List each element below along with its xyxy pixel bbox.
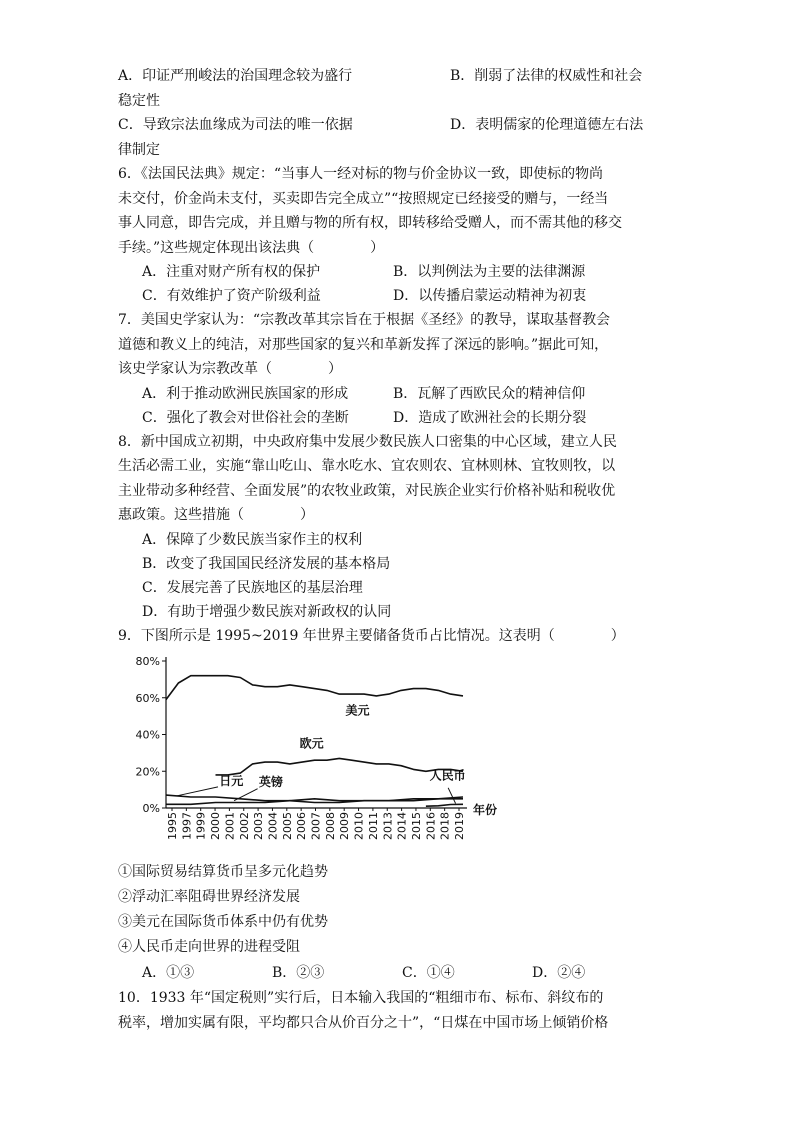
series-label: 人民币 [429, 768, 466, 783]
q7-options-cd [118, 406, 678, 430]
x-tick-label: 2009 [338, 812, 352, 840]
q9-option-b[interactable]: B．②③ [272, 965, 325, 981]
q8-stem-line: 惠政策。这些措施（ ） [118, 507, 314, 523]
q10-stem-line: 10．1933 年“国定税则”实行后，日本输入我国的“粗细市布、标布、斜纹布的 [118, 990, 604, 1006]
x-tick-label: 2010 [352, 812, 366, 840]
q6-option-d[interactable]: D．以传播启蒙运动精神为初衷 [393, 288, 587, 304]
q7-option-b[interactable]: B．瓦解了西欧民众的精神信仰 [393, 385, 586, 402]
x-tick-label: 2019 [453, 812, 466, 840]
q10-stem-line: 税率，增加实属有限，平均都只合从价百分之十”，“日煤在中国市场上倾销价格 [118, 1014, 609, 1031]
q5-option-d[interactable]: D．表明儒家的伦理道德左右法 [450, 117, 644, 133]
y-tick-label: 80% [135, 655, 160, 668]
q9-options [118, 960, 678, 986]
series-label: 英镑 [258, 774, 283, 789]
q6-options-ab [118, 260, 678, 284]
q9-statement: ③美元在国际货币体系中仍有优势 [118, 914, 328, 930]
x-tick-label: 2011 [366, 812, 380, 840]
q6-stem-line: 6．《法国民法典》规定：“当事人一经对标的物与价金协议一致，即使标的物尚 [118, 166, 604, 182]
q8-stem-line: 8．新中国成立初期，中央政府集中发展少数民族人口密集的中心区域，建立人民 [118, 433, 617, 450]
x-tick-label: 2003 [252, 812, 266, 840]
q7-options-ab [118, 382, 678, 406]
series-line [166, 676, 463, 700]
exam-page [118, 64, 678, 1035]
x-tick-label: 2005 [280, 812, 294, 840]
q5-option-b[interactable]: B．削弱了法律的权威性和社会 [450, 68, 643, 84]
x-tick-label: 2002 [237, 812, 251, 840]
q6-stem-line: 手续。”这些规定体现出该法典（ ） [118, 239, 385, 256]
reserve-currency-chart [118, 651, 518, 856]
q9-option-d[interactable]: D．②④ [532, 965, 586, 981]
q6-stem-line: 事人同意，即告完成，并且赠与物的所有权，即转移给受赠人，而不需其他的移交 [118, 215, 622, 231]
y-tick-label: 40% [135, 728, 160, 742]
y-tick-label: 60% [135, 691, 160, 705]
q7-stem-line: 道德和教义上的纯洁，对那些国家的复兴和革新发挥了深远的影响。”据此可知， [118, 336, 609, 353]
q8-stem-line: 主业带动多种经营、全面发展”的农牧业政策，对民族企业实行价格补贴和税收优 [118, 482, 616, 499]
series-label: 日元 [219, 774, 244, 789]
x-tick-label: 1995 [166, 812, 179, 840]
x-tick-label: 2008 [323, 812, 337, 840]
q6-option-c[interactable]: C．有效维护了资产阶级利益 [142, 288, 321, 304]
x-tick-label: 2014 [395, 812, 409, 840]
q6-option-b[interactable]: B．以判例法为主要的法律渊源 [393, 264, 586, 280]
q8-stem-line: 生活必需工业，实施“靠山吃山、靠水吃水、宜农则农、宜林则林、宜牧则牧，以 [118, 458, 616, 474]
q8-option-b[interactable]: B．改变了我国国民经济发展的基本格局 [142, 555, 391, 572]
x-tick-label: 2006 [295, 812, 309, 840]
q7-stem-line: 7．美国史学家认为：“宗教改革其宗旨在于根据《圣经》的教导，谋取基督教会 [118, 312, 611, 328]
x-tick-label: 2000 [209, 812, 223, 840]
q8-option-a[interactable]: A．保障了少数民族当家作主的权利 [142, 531, 363, 548]
x-tick-label: 2016 [424, 812, 438, 840]
y-tick-label: 20% [135, 765, 160, 779]
series-label: 美元 [345, 703, 370, 718]
x-tick-label: 1997 [180, 812, 194, 840]
q9-statement: ④人民币走向世界的进程受阻 [118, 939, 300, 955]
q7-option-a[interactable]: A．利于推动欧洲民族国家的形成 [142, 385, 349, 402]
q6-options-cd [118, 284, 678, 308]
series-line [216, 758, 464, 775]
q9-statement: ②浮动汇率阻碍世界经济发展 [118, 889, 300, 905]
series-label: 欧元 [299, 736, 324, 751]
q5-option-c[interactable]: C．导致宗法血缘成为司法的唯一依据 [118, 117, 353, 133]
q5-option-b-tail: 稳定性 [118, 92, 160, 109]
series-line [426, 804, 463, 806]
q5-options-ab [118, 64, 678, 89]
q9-option-a[interactable]: A．①③ [142, 965, 195, 981]
q9-option-c[interactable]: C．①④ [402, 965, 455, 981]
q7-stem-line: 该史学家认为宗教改革（ ） [118, 361, 342, 377]
x-tick-label: 1999 [194, 812, 208, 840]
leader-line [176, 787, 218, 796]
q6-option-a[interactable]: A．注重对财产所有权的保护 [142, 264, 321, 280]
q6-stem-line: 未交付，价金尚未支付，买卖即告完全成立”“按照规定已经接受的赠与，一经当 [118, 190, 609, 207]
y-tick-label: 0% [142, 802, 160, 815]
q8-option-d[interactable]: D．有助于增强少数民族对新政权的认同 [142, 603, 392, 620]
x-tick-label: 2013 [381, 812, 395, 840]
x-tick-label: 2015 [409, 812, 423, 840]
x-tick-label: 2018 [438, 812, 452, 840]
chart-svg [118, 651, 518, 856]
q5-option-d-tail: 律制定 [118, 141, 160, 158]
q9-stem: 9．下图所示是 1995~2019 年世界主要储备货币占比情况。这表明（ ） [118, 627, 625, 644]
x-tick-label: 2004 [266, 812, 280, 840]
q7-option-c[interactable]: C．强化了教会对世俗社会的垄断 [142, 409, 349, 426]
x-tick-label: 2007 [309, 812, 323, 840]
x-axis-label: 年份 [473, 803, 498, 817]
x-tick-label: 2001 [223, 812, 237, 840]
q5-options-cd [118, 113, 678, 138]
leader-line [448, 788, 455, 804]
q5-option-a[interactable]: A．印证严刑峻法的治国理念较为盛行 [118, 68, 353, 84]
q9-statement: ①国际贸易结算货币呈多元化趋势 [118, 864, 328, 880]
q7-option-d[interactable]: D．造成了欧洲社会的长期分裂 [393, 409, 587, 426]
q8-option-c[interactable]: C．发展完善了民族地区的基层治理 [142, 579, 363, 596]
